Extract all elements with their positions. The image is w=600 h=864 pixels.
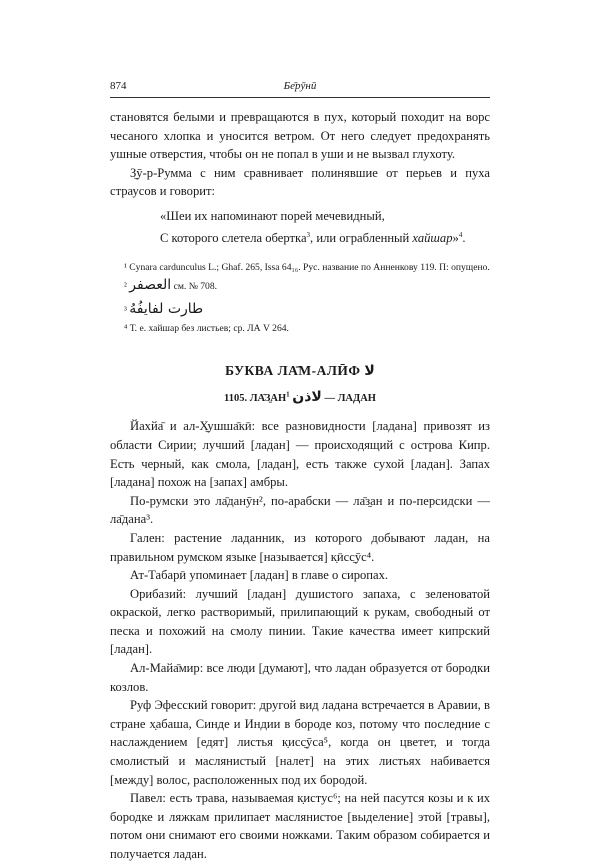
- entry-heading: 1105. $ЛА̄З̱АН^1$ لاذن — ЛАДАН: [224, 389, 376, 406]
- footnote-4: ⁴ Т. е. хайшар без листьев; ср. ЛА V 264.: [124, 323, 289, 335]
- running-title: Бе̄рӯнӣ: [283, 80, 317, 92]
- paragraph: По-румски это ла̄данӯн², по-арабски — ла̄з̱ан и по-персидски — ла̄дана³.: [110, 493, 490, 527]
- paragraph: Йахйа̄ и ал-Х̱ушша̄кӣ: все разновидности [ладана] привозят из области Сирии; лучший [ладан] — происходящий с острова Кипр. Есть черный, как смола, [ладан], есть также сухой [ладан]. Запах [ладана] похож на [запах] амбры.: [110, 419, 490, 490]
- section-heading: БУКВА ЛА̄М-АЛӢФ لا: [225, 363, 375, 380]
- verse-line-2: С которого слетела обертка$^3$, или ограбленный хайшар»$^4$.: [160, 230, 466, 245]
- continuation-paragraph: становятся белыми и превращаются в пух, который походит на ворс чесаного хлопка и уносится ветром. От него следует предохранять ушные отверстия, чтобы он не попал в уши и не вызвал глухоту.: [110, 110, 490, 162]
- paragraph: Руф Эфесский говорит: другой вид ладана встречается в Аравии, в стране х̣абаша, Синде и Индии в бороде коз, потому что последние с наслаждением [едят] листья к̣исс̱ӯса⁵, когда он цветет, и тогда смолистый и маслянистый [налет] на этих листьях набивается [между] волос, расположенных под их бородой.: [110, 698, 490, 787]
- verse-quote: [160, 207, 490, 247]
- footnote-3: ³ طارت لفايفُهُ: [124, 301, 204, 318]
- footnote-2: ² العصفر см. № 708.: [124, 277, 218, 294]
- footnote-1: ¹ Cynara cardunculus L.; Ghaf. 265, Issa 64₁₆. Рус. название по Анненкову 119. П: опущено.: [124, 262, 490, 274]
- running-header: [110, 80, 490, 94]
- paragraph: Ал-Майа̄мир: все люди [думают], что ладан образуется от бородки козлов.: [110, 661, 490, 694]
- paragraph: Гален: растение ладанник, из которого добывают ладан, на правильном румском языке [называется] к̣ӣсс̱ӯс⁴.: [110, 530, 490, 564]
- paragraph-zurumma: З̱ӯ-р-Румма с ним сравнивает полинявшие от перьев и пуха страусов и говорит:: [110, 165, 490, 199]
- page-number: 874: [110, 80, 127, 92]
- paragraph: Орибазий: лучший [ладан] душистого запаха, с зеленоватой окраской, легко растворимый, прилипающий к рукам, свободный от песка и похожий на смолу пинии. Такие качества имеет кипрский [ладан].: [110, 586, 490, 657]
- footnotes-block: [110, 261, 490, 335]
- book-page: [110, 80, 490, 864]
- paragraph: Ат-Табарӣ упоминает [ладан] в главе о сиропах.: [130, 568, 389, 583]
- header-rule: [110, 97, 490, 98]
- paragraph: Павел: есть трава, называемая к̣истус⁶; на ней пасутся козы и к их бородке и ляжкам прилипает маслянистое [выделение] этой [травы], потом они снимают его своими ножками. Таким образом собирается и получается ладан.: [110, 791, 490, 861]
- verse-line-1: «Шеи их напоминают порей мечевидный,: [160, 208, 385, 223]
- section-arabic-letter: لا: [364, 363, 375, 380]
